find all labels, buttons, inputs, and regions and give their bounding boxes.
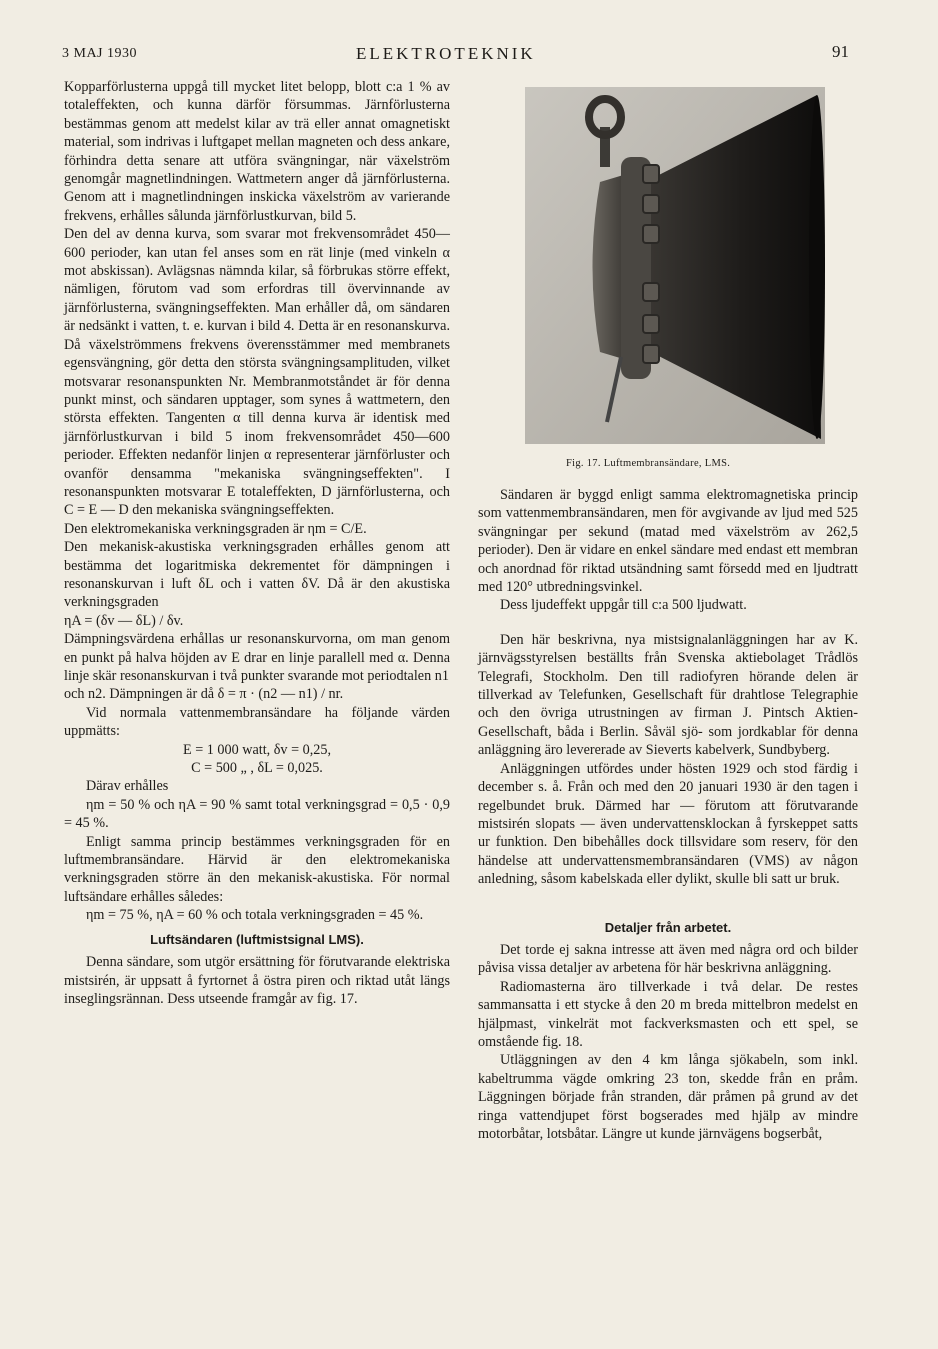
journal-title: ELEKTROTEKNIK (356, 44, 536, 63)
paragraph: Den mekanisk-akustiska verkningsgraden erhålles genom att bestämma det logaritmiska dekrementet för dämpningen i resonanskurvan i luft δL och i vatten δV. Då är den akustiska verkningsgraden (64, 539, 450, 611)
formula-line: ηA = (δv — δL) / δv. (64, 612, 184, 629)
formula-line: Den elektromekaniska verkningsgraden är ηm = C/E. (64, 520, 367, 537)
paragraph: Dämpningsvärdena erhållas ur resonanskurvorna, om man genom en punkt på halva höjden av E drar en linje parallell med α. Denna linje skär resonanskurvan i två punkter svarande mot periodtalen n1 (64, 631, 450, 684)
formula-line: ηm = 75 %, ηA = 60 % och totala verkningsgraden = 45 %. (86, 907, 424, 924)
section-heading: Detaljer från arbetet. (604, 919, 732, 935)
paragraph: Därav erhålles (86, 778, 169, 795)
paragraph: Den här beskrivna, nya mistsignalanläggningen har av K. järnvägsstyrelsen beställts från Svenska aktiebolaget Trådlös Telegrafi, Stockholm. Den till radiofyren hörande delen är tillverkad av Telefunken, Gesellschaft für drahtlose Telegraphie och den övriga utrustningen av firman J. Pintsch Aktien-Gesellschaft, båda i Berlin. Såväl sjö- som jordkablar för denna anläggning äro levererade av Sieverts kabelverk, Sundbyberg. (478, 631, 858, 759)
loudspeaker-illustration (525, 87, 825, 444)
paragraph: Enligt samma princip bestämmes verkningsgraden för en luftmembransändare. Härvid är den elektromekaniska verkningsgraden större än den mekanisk-akustiska. För normal luftsändare erhålles således: (64, 833, 450, 905)
paragraph: Vid normala vattenmembransändare ha följande värden uppmätts: (64, 704, 450, 740)
right-column (478, 486, 858, 1143)
figure-17-photo (525, 87, 825, 444)
page-number: 91 (832, 42, 849, 61)
paragraph: Kopparförlusterna uppgå till mycket litet belopp, blott c:a 1 % av totaleffekten, och kunna därför försummas. Järnförlusterna bestämmas genom att medelst kilar av trä eller annat omagnetiskt material, som indrivas i luftgapet mellan magneten och dess ankare, förhindra detta senare att utföra svängningar, när växelström genomgår magnetlindningen. Wattmetern anger då järnförlusterna. Genom att i magnetlindningen inskicka växelström av varierande frekvens, erhålles sålunda järnförlustkurvan, bild 5. (64, 79, 450, 224)
header-date: 3 MAJ 1930 (62, 46, 138, 61)
paragraph: Denna sändare, som utgör ersättning för förutvarande elektriska mistsirén, är uppsatt å fyrtornet å östra piren och riktad utåt längs inseglingsrännan. Dess utseende framgår av fig. 17. (64, 954, 450, 1007)
paragraph: Utläggningen av den 4 km långa sjökabeln, som inkl. kabeltrumma vägde omkring 23 ton, skedde från en pråm. Läggningen började från stranden, där pråmen på grund av det ringa vattendjupet först bogserades med hjälp av mindre motorbåtar, lotsbåtar. Längre ut kunde järnvägens bogserbåt, (478, 1052, 858, 1142)
formula-line: och n2. Dämpningen är då δ = π · (n2 — n1) / nr. (64, 686, 344, 703)
paragraph: Radiomasterna äro tillverkade i två delar. De restes sammansatta i ett stycke å den 20 m breda mittelbron medelst en hjälpmast, vinkelrät mot fackverksmasten och ett spel, se omstående fig. 18. (478, 978, 858, 1050)
section-heading: Luftsändaren (luftmistsignal LMS). (150, 931, 364, 947)
paragraph: Den del av denna kurva, som svarar mot frekvensområdet 450—600 perioder, kan utan fel anses som en rät linje (med vinkeln α mot abskissan). Avlägsnas nämnda kilar, så förbrukas större effekt, nämligen, förutom vad som erfordras till övervinnande av järnförlusterna, svängningseffekten. Man erhåller då, om sändaren är nedsänkt i vatten, t. e. kurvan i bild 4. Detta är en resonanskurva. Då växelströmmens frekvens överensstämmer med membranets egensvängning, gör detta den största svängningsamplituden, vilket motsvarar resonanspunkten Nr. Membranmotståndet är för denna punkt minst, och sändaren upptager, som synes å wattmetern, den största effekten. Tangenten α till denna kurva är identisk med järnförlustkurvan i bild 5 inom frekvensområdet 450—600 perioder. Effekten nedanför linjen α representerar järnförluster och ovanför densamma "mekaniska svängningseffekten". I resonanspunkten motsvarar E totaleffekten, D järnförlusterna, och C = E — D den mekaniska svängningseffekten. (64, 226, 450, 519)
paragraph: Det torde ej sakna intresse att även med några ord och bilder påvisa vissa detaljer av arbetena för här beskrivna anläggning. (478, 941, 858, 977)
left-column (64, 78, 450, 1008)
paragraph: Dess ljudeffekt uppgår till c:a 500 ljudwatt. (500, 597, 747, 614)
figure-caption: Fig. 17. Luftmembransändare, LMS. (566, 458, 731, 469)
formula-line: ηm = 50 % och ηA = 90 % samt total verkningsgrad = 0,5 · 0,9 = 45 %. (64, 796, 450, 832)
paragraph: Sändaren är byggd enligt samma elektromagnetiska princip som vattenmembransändaren, men för avgivande av ljud med 525 svängningar per sekund (matad med växelström av 262,5 perioder). Den är vidare en enkel sändare med endast ett membran och anordnad för riktad utsändning samt försedd med en ljudtratt med 120° utbredningsvinkel. (478, 487, 858, 596)
value-line: E = 1 000 watt, δv = 0,25, (183, 741, 331, 758)
paragraph: Anläggningen utfördes under hösten 1929 och stod färdig i december s. å. Från och med den 20 januari 1930 är den tagen i regelbundet bruk. Därmed har — förutom att förutvarande mistsirén slopats — även undervattensklockan å fyrskeppet satts ur funktion. Den bibehålles dock tillsvidare som reserv, för den händelse att undervattensmembransändaren (VMS) av någon anledning, såsom kabelskada eller dylikt, skulle bli satt ur bruk. (478, 760, 858, 888)
spacer (478, 615, 858, 631)
value-line: C = 500 „ , δL = 0,025. (191, 760, 323, 777)
